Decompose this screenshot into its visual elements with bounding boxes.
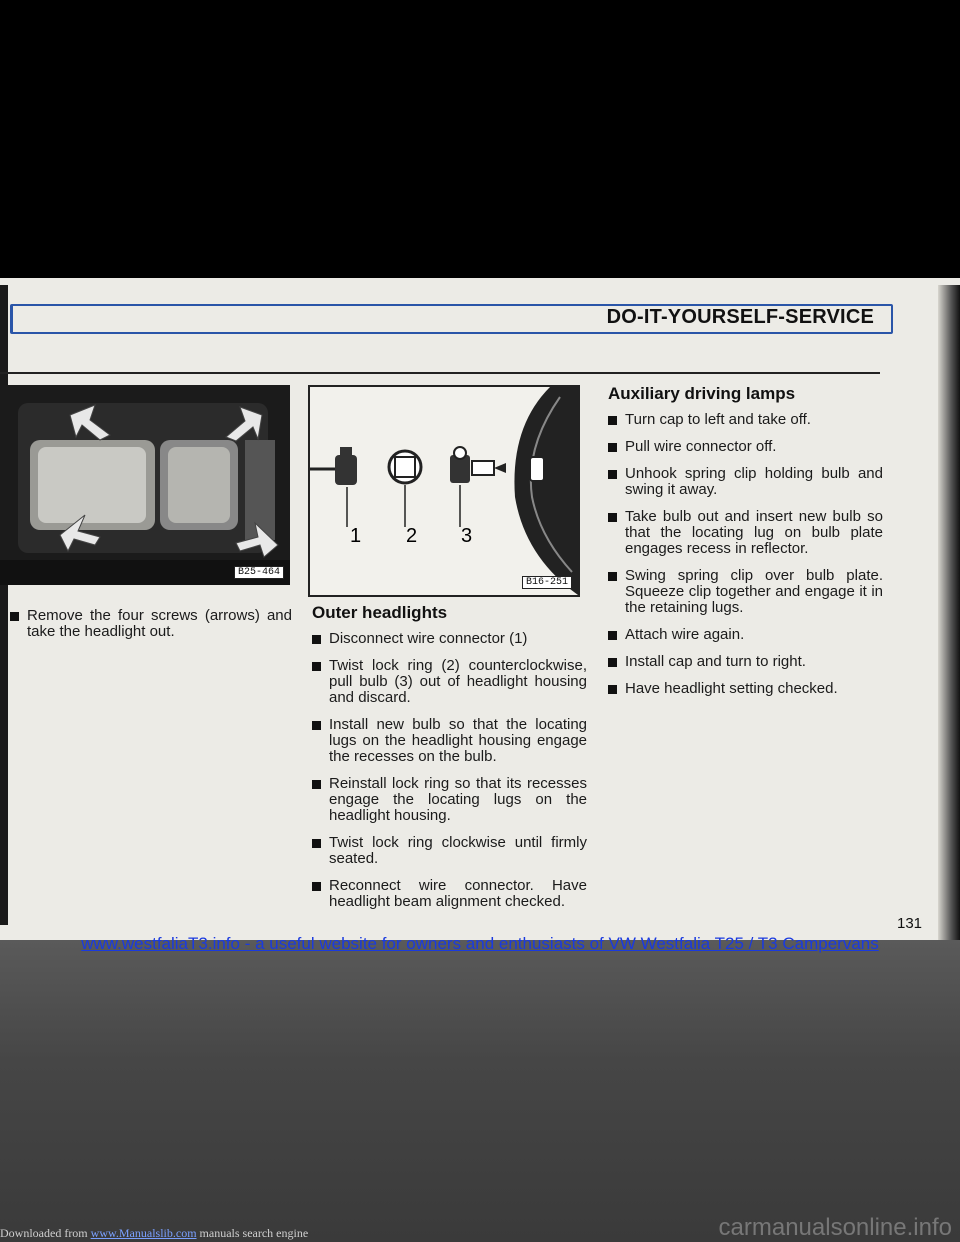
- list-item: [312, 658, 587, 706]
- list-item: [312, 631, 587, 647]
- watermark: carmanualsonline.info: [718, 1214, 952, 1241]
- bullet-text: Turn cap to left and take off.: [625, 411, 811, 428]
- bullet-icon: [312, 635, 321, 644]
- headlight-photo: [0, 385, 290, 585]
- diagram-label-1: 1: [350, 525, 362, 547]
- bulb-diagram: [308, 385, 580, 597]
- bullet-icon: [608, 443, 617, 452]
- list-item: [608, 466, 883, 498]
- bullet-text: Twist lock ring (2) counterclockwise, pull bulb (3) out of headlight housing and discard.: [329, 657, 587, 706]
- bullet-text: Remove the four screws (arrows) and take the headlight out.: [27, 607, 292, 640]
- bullet-icon: [312, 662, 321, 671]
- bullet-icon: [312, 721, 321, 730]
- diagram-code: B16-251: [522, 576, 572, 589]
- bullet-icon: [10, 612, 19, 621]
- bullet-icon: [608, 685, 617, 694]
- bullet-text: Reconnect wire connector. Have headlight beam alignment checked.: [329, 877, 587, 910]
- diagram-label-2: 2: [406, 525, 418, 547]
- diagram-label-3: 3: [461, 525, 473, 547]
- list-item: [312, 717, 587, 765]
- page-number: 131: [897, 915, 923, 932]
- bullet-text: Disconnect wire connector (1): [329, 630, 528, 647]
- bulb-diagram-illustration: [310, 387, 578, 595]
- bullet-icon: [312, 882, 321, 891]
- section-heading: Outer headlights: [312, 603, 448, 622]
- list-item: [608, 509, 883, 557]
- bullet-icon: [608, 631, 617, 640]
- list-item: [608, 654, 883, 670]
- bullet-icon: [608, 572, 617, 581]
- download-note: [0, 1226, 308, 1241]
- section-title: DO-IT-YOURSELF-SERVICE: [601, 306, 880, 329]
- list-item: [608, 568, 883, 616]
- dark-background: [0, 940, 960, 1242]
- bullet-text: Install new bulb so that the locating lugs on the headlight housing engage the recesses on the bulb.: [329, 716, 587, 765]
- bullet-text: Have headlight setting checked.: [625, 680, 838, 697]
- section-heading: Auxiliary driving lamps: [608, 384, 796, 403]
- bullet-text: Pull wire connector off.: [625, 438, 777, 455]
- bullet-icon: [608, 416, 617, 425]
- page-left-edge: [0, 285, 8, 925]
- bullet-icon: [608, 658, 617, 667]
- footer-link[interactable]: www.westfaliaT3.info - a useful website for owners and enthusiasts of VW Westfalia T25 / T3 Campervans: [81, 934, 879, 953]
- bullet-icon: [608, 513, 617, 522]
- headlight-illustration: [0, 385, 290, 585]
- bullet-text: Take bulb out and insert new bulb so that the locating lug on bulb plate engages recess in reflector.: [625, 508, 883, 557]
- list-item: [608, 627, 883, 643]
- list-item: [10, 608, 292, 640]
- bullet-text: Reinstall lock ring so that its recesses engage the locating lugs on the headlight housing.: [329, 775, 587, 824]
- bullet-text: Swing spring clip over bulb plate. Squeeze clip together and engage it in the retaining lugs.: [625, 567, 883, 616]
- list-item: [312, 878, 587, 910]
- bullet-text: Unhook spring clip holding bulb and swing it away.: [625, 465, 883, 498]
- manualslib-link[interactable]: www.Manualslib.com: [90, 1226, 197, 1240]
- bullet-icon: [312, 780, 321, 789]
- header-rule: [0, 372, 880, 374]
- left-column: [10, 608, 292, 651]
- list-item: [608, 681, 883, 697]
- list-item: [608, 439, 883, 455]
- page-right-edge: [938, 285, 960, 945]
- download-suffix: manuals search engine: [199, 1226, 309, 1240]
- bullet-text: Attach wire again.: [625, 626, 745, 643]
- list-item: [312, 835, 587, 867]
- middle-column: [312, 605, 587, 921]
- download-prefix: Downloaded from: [0, 1226, 88, 1240]
- bullet-text: Install cap and turn to right.: [625, 653, 806, 670]
- bullet-text: Twist lock ring clockwise until firmly seated.: [329, 834, 587, 867]
- list-item: [312, 776, 587, 824]
- bullet-icon: [608, 470, 617, 479]
- photo-code: B25-464: [234, 566, 284, 579]
- bullet-icon: [312, 839, 321, 848]
- list-item: [608, 412, 883, 428]
- right-column: [608, 386, 883, 708]
